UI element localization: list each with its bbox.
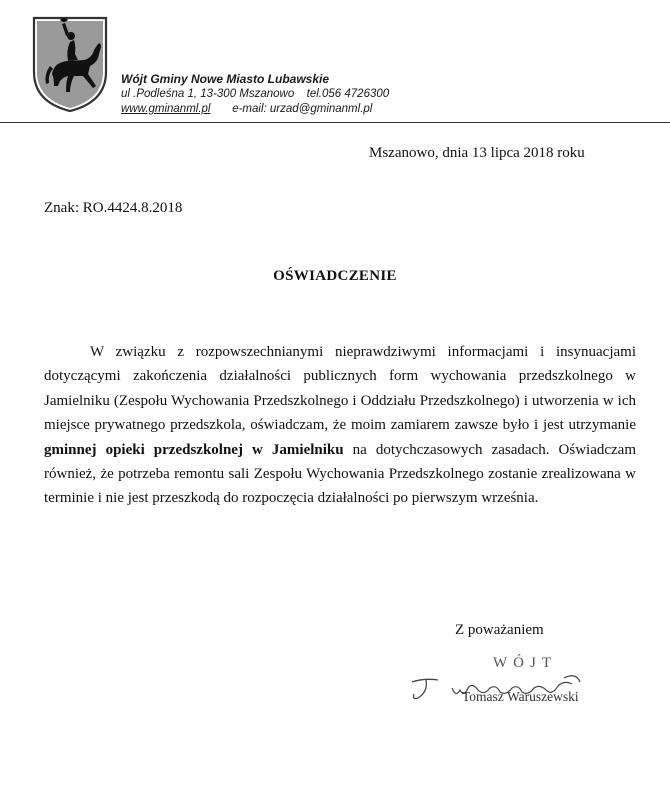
letterhead	[121, 72, 389, 117]
municipal-crest-horseman-icon	[30, 14, 110, 114]
statement-paragraph	[44, 340, 636, 511]
letterhead-phone: tel.056 4726300	[306, 88, 390, 100]
signatory-first-name: Tomasz	[462, 689, 504, 704]
statement-text-emphasis: gminnej opieki przedszkolnej w Jamielniku	[44, 441, 344, 458]
signatory-name	[462, 689, 579, 705]
place-date: Mszanowo, dnia 13 lipca 2018 roku	[369, 145, 585, 161]
closing-phrase: Z poważaniem	[455, 622, 544, 638]
letterhead-website-link[interactable]: www.gminanml.pl	[121, 103, 211, 115]
reference-number: Znak: RO.4424.8.2018	[44, 200, 183, 216]
document-title: OŚWIADCZENIE	[273, 268, 397, 284]
letterhead-email: e-mail: urzad@gminanml.pl	[232, 103, 373, 115]
letterhead-address: ul .Podleśna 1, 13-300 Mszanowo	[121, 88, 295, 100]
header-divider	[0, 122, 670, 123]
statement-text-part1: W związku z rozpowszechnianymi nieprawdziwymi informacjami i insynuacjami dotyczącymi zakończenia działalności publicznych form wychowania przedszkolnego w Jamielniku (Zespołu Wychowania Przedszkolnego i Oddziału Przedszkolnego) i utworzenia w ich miejsce prywatnego przedszkola, oświadczam, że moim zamiarem zawsze było i jest utrzymanie	[44, 344, 636, 434]
statement-text-part2: na dotychczasowych zasadach. Oświadczam również, że potrzeba remontu sali Zespołu Wychowania Przedszkolnego zostanie zrealizowana w terminie i nie jest przeszkodą do rozpoczęcia działalności po pierwszym września.	[44, 441, 636, 507]
letterhead-title: Wójt Gminy Nowe Miasto Lubawskie	[121, 72, 330, 86]
statement-body	[44, 340, 636, 511]
signatory-last-name: Waruszewski	[506, 689, 579, 704]
signatory-role: WÓJT	[493, 655, 557, 671]
letterhead-address-line	[121, 87, 389, 102]
letterhead-contact-line	[121, 102, 389, 117]
